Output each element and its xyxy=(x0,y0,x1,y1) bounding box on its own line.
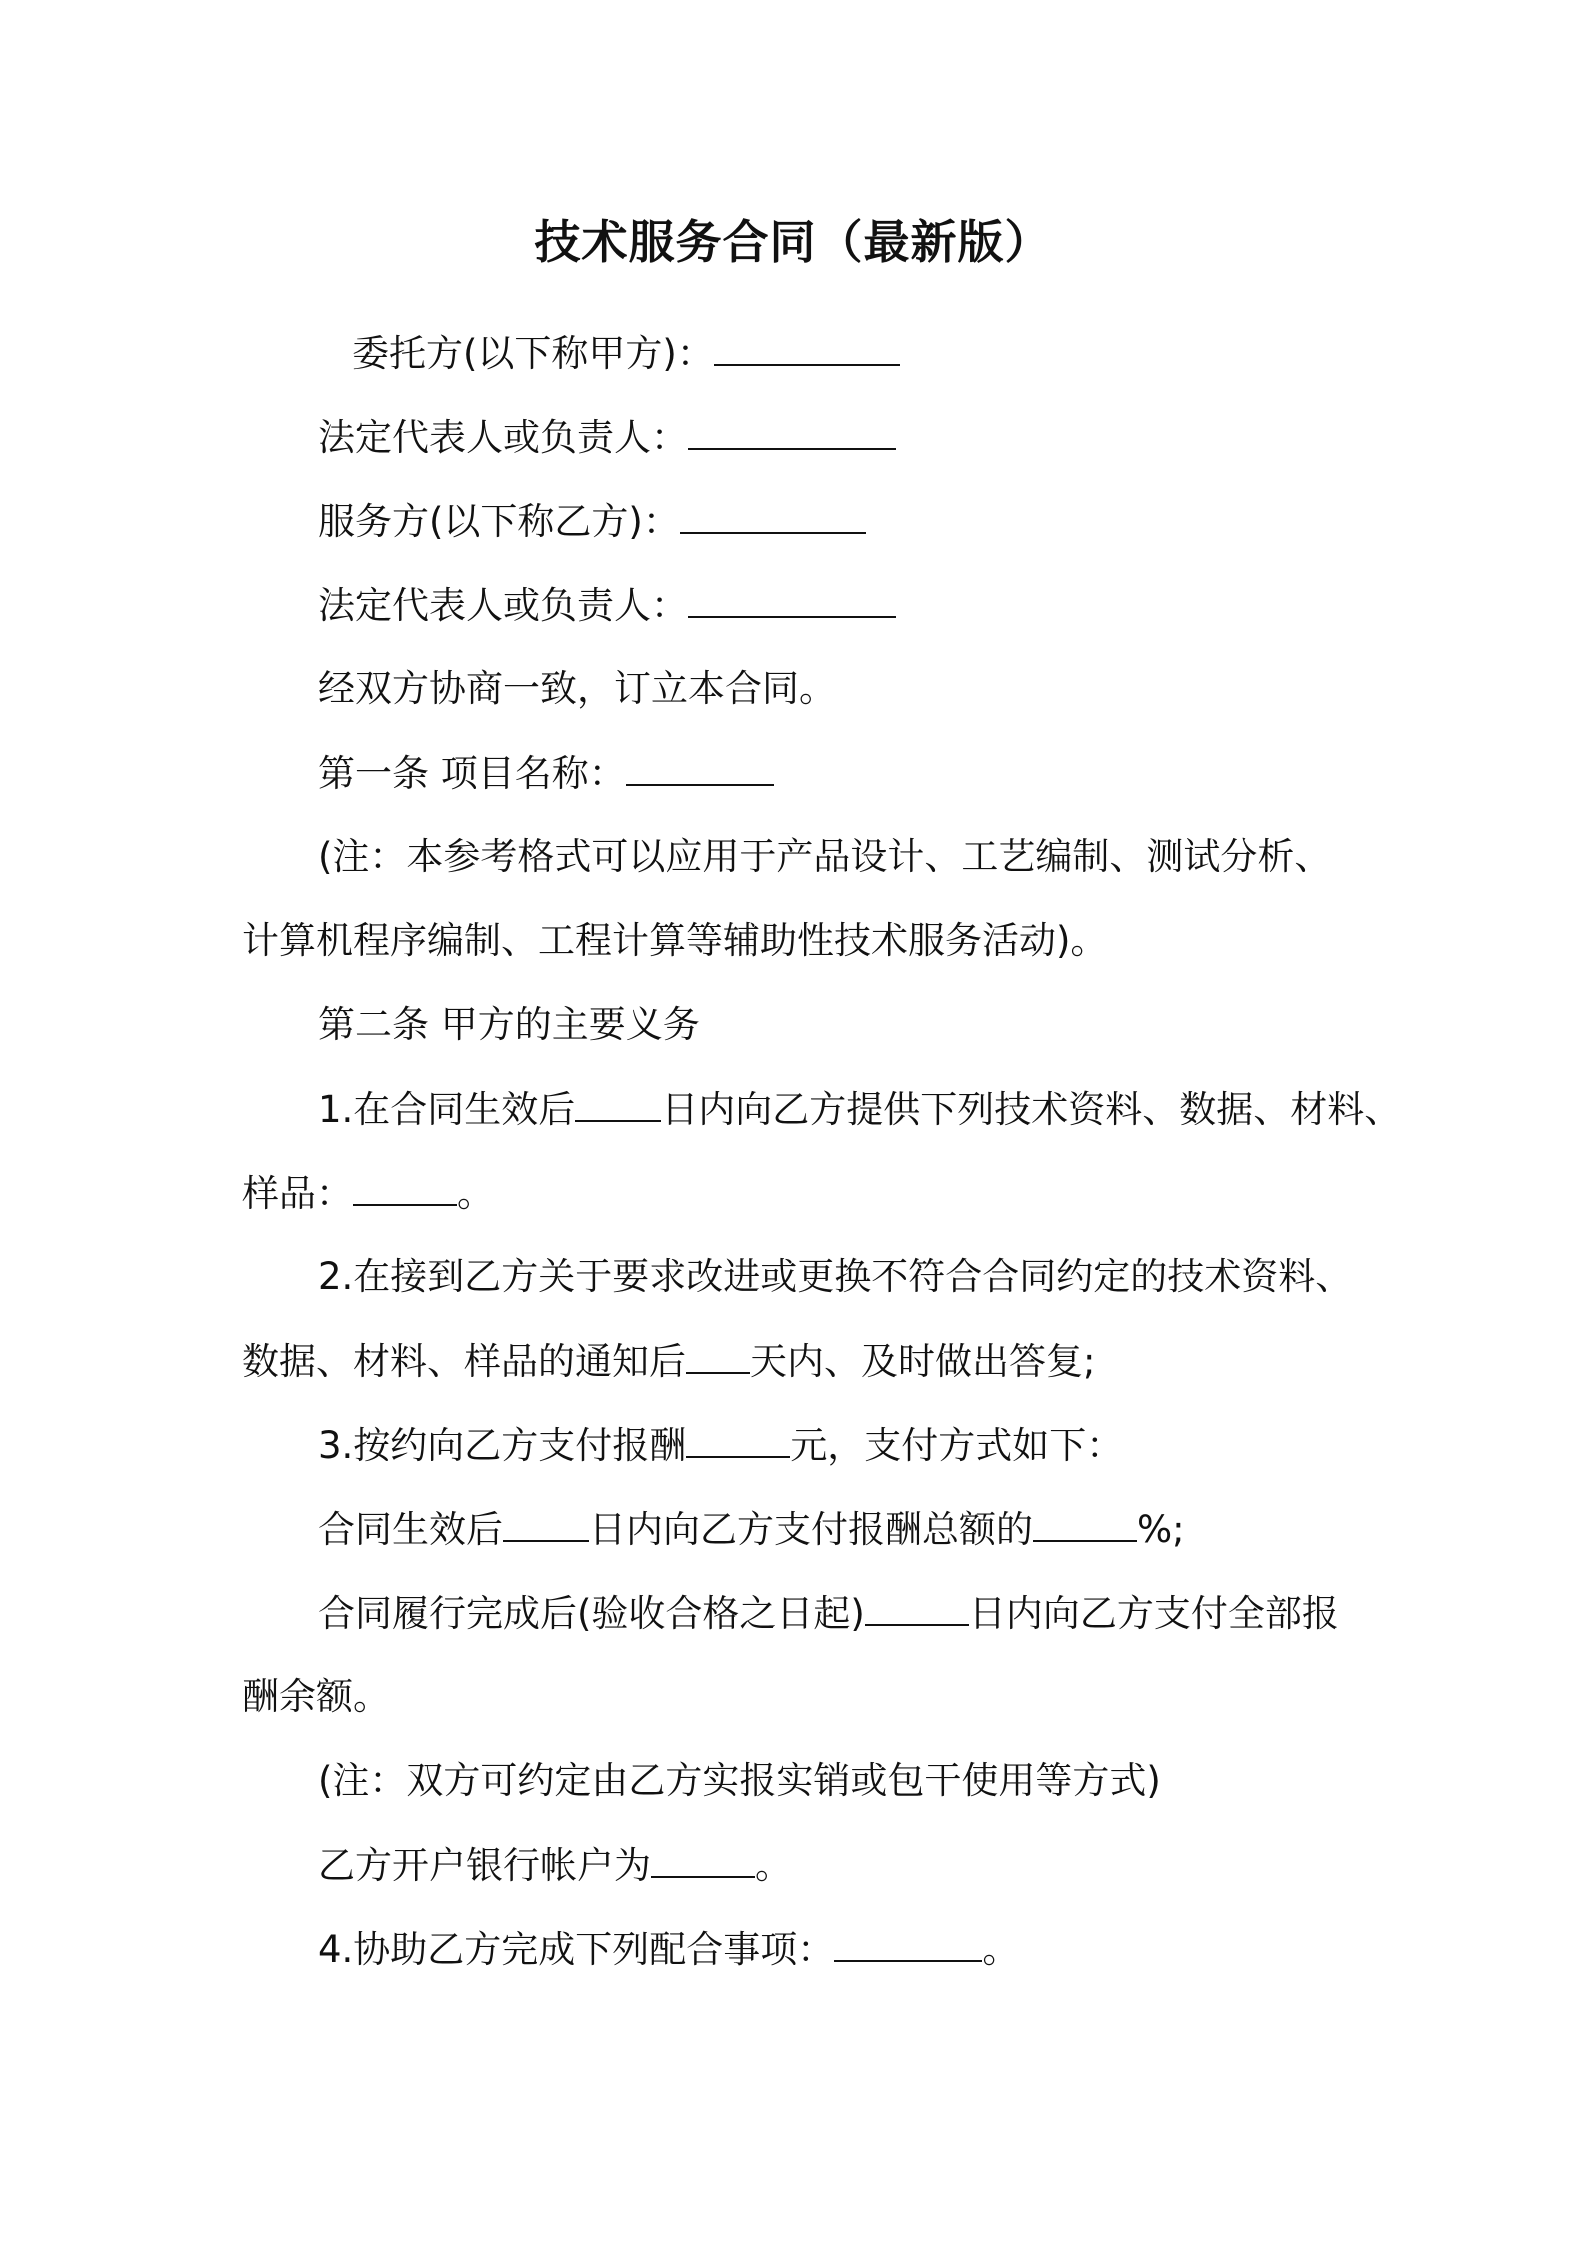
project-name-blank[interactable] xyxy=(626,748,774,786)
party-b-blank[interactable] xyxy=(680,496,866,534)
article-2-heading: 第二条 甲方的主要义务 xyxy=(318,1003,700,1046)
document-title: 技术服务合同（最新版） xyxy=(534,215,1052,269)
article-1-line xyxy=(318,748,774,799)
payment-first-pre: 合同生效后 xyxy=(318,1508,503,1551)
clause-2-1-pre: 1.在合同生效后 xyxy=(318,1088,576,1131)
party-b-representative-line xyxy=(318,580,896,631)
party-a-representative-line xyxy=(318,412,896,463)
reply-days-blank[interactable] xyxy=(686,1336,750,1374)
payment-first-post: %; xyxy=(1137,1508,1185,1551)
payment-final-post: 日内向乙方支付全部报 xyxy=(968,1592,1339,1635)
payment-final-days-blank[interactable] xyxy=(865,1588,969,1626)
clause-2-2-line-1: 2.在接到乙方关于要求改进或更换不符合合同约定的技术资料、 xyxy=(318,1255,1353,1298)
note-1-line-1: (注：本参考格式可以应用于产品设计、工艺编制、测试分析、 xyxy=(318,835,1332,878)
payment-first-days-blank[interactable] xyxy=(503,1504,589,1542)
party-b-representative-blank[interactable] xyxy=(688,580,896,618)
clause-2-4-end: 。 xyxy=(982,1928,1020,1971)
party-a-label: 委托方(以下称甲方)： xyxy=(352,332,714,375)
clause-2-4-line xyxy=(318,1924,1019,1975)
clause-2-2-pre: 数据、材料、样品的通知后 xyxy=(242,1340,686,1383)
party-a-blank[interactable] xyxy=(714,328,900,366)
payment-percent-blank[interactable] xyxy=(1033,1504,1137,1542)
payment-final-line-2: 酬余额。 xyxy=(242,1675,390,1718)
party-b-line xyxy=(318,496,866,547)
samples-end: 。 xyxy=(457,1172,494,1215)
payment-final-pre: 合同履行完成后(验收合格之日起) xyxy=(318,1592,865,1635)
clause-2-4-pre: 4.协助乙方完成下列配合事项： xyxy=(318,1928,835,1971)
clause-2-2-line-2 xyxy=(242,1336,1095,1387)
clause-2-3-line xyxy=(318,1420,1123,1471)
clause-2-3-post: 元，支付方式如下： xyxy=(790,1424,1124,1467)
cooperation-items-blank[interactable] xyxy=(834,1924,982,1962)
bank-account-blank[interactable] xyxy=(651,1840,755,1878)
clause-2-1-post: 日内向乙方提供下列技术资料、数据、材料、 xyxy=(661,1088,1402,1131)
clause-2-1-line-1 xyxy=(318,1084,1401,1135)
article-1-label: 第一条 项目名称： xyxy=(318,752,626,795)
party-a-line xyxy=(352,328,900,379)
agreement-statement: 经双方协商一致，订立本合同。 xyxy=(318,667,836,710)
samples-label: 样品： xyxy=(242,1172,353,1215)
clause-2-1-line-2 xyxy=(242,1168,494,1219)
party-b-label: 服务方(以下称乙方)： xyxy=(318,500,680,543)
bank-account-label: 乙方开户银行帐户为 xyxy=(318,1844,651,1887)
clause-2-3-pre: 3.按约向乙方支付报酬 xyxy=(318,1424,687,1467)
party-a-representative-blank[interactable] xyxy=(688,412,896,450)
samples-blank[interactable] xyxy=(353,1168,457,1206)
days-provide-blank[interactable] xyxy=(575,1084,661,1122)
payment-final-line-1 xyxy=(318,1588,1339,1639)
clause-2-2-post: 天内、及时做出答复; xyxy=(750,1340,1096,1383)
payment-first-mid: 日内向乙方支付报酬总额的 xyxy=(589,1508,1033,1551)
bank-account-line xyxy=(318,1840,792,1891)
payment-amount-blank[interactable] xyxy=(686,1420,790,1458)
note-1-line-2: 计算机程序编制、工程计算等辅助性技术服务活动)。 xyxy=(242,919,1108,962)
party-a-representative-label: 法定代表人或负责人： xyxy=(318,416,688,459)
payment-first-line xyxy=(318,1504,1185,1555)
party-b-representative-label: 法定代表人或负责人： xyxy=(318,584,688,627)
note-2: (注：双方可约定由乙方实报实销或包干使用等方式) xyxy=(318,1759,1161,1802)
bank-account-end: 。 xyxy=(755,1844,792,1887)
